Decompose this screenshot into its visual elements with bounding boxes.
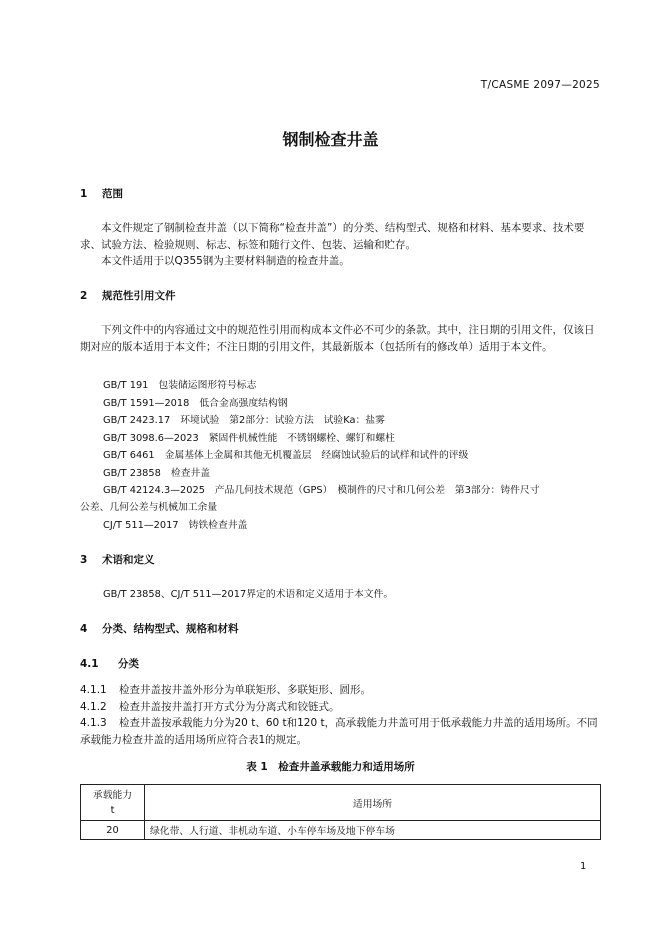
reference-item [103, 517, 247, 531]
reference-code: GB/T 1591—2018 [103, 398, 190, 409]
section-2-heading [80, 288, 176, 303]
section-2-title: 规范性引用文件 [102, 290, 176, 302]
subsection-4-1-heading [80, 656, 139, 671]
clause-number: 4.1.1 [80, 684, 107, 696]
clause-number: 4.1.3 [80, 717, 107, 729]
table-1 [80, 784, 601, 840]
reference-item-long-line-1: GB/T 42124.3—2025 产品几何技术规范（GPS） 模制件的尺寸和几何公差 第3部分：铸件尺寸 [103, 485, 540, 496]
reference-title: 包装储运图形符号标志 [158, 380, 257, 391]
reference-item [103, 447, 468, 461]
document-title: 钢制检查井盖 [282, 130, 379, 149]
reference-title: 铸铁检查井盖 [188, 520, 248, 531]
section-3-heading [80, 552, 155, 567]
reference-title: 环境试验 第2部分：试验方法 试验Ka：盐雾 [180, 415, 385, 426]
section-3-paragraph: GB/T 23858、CJ/T 511—2017界定的术语和定义适用于本文件。 [103, 589, 394, 600]
clause-4-1-1 [80, 682, 371, 697]
reference-code: GB/T 191 [103, 380, 149, 391]
reference-title: 检查井盖 [170, 468, 211, 479]
standard-code: T/CASME 2097—2025 [480, 79, 600, 91]
table-1-caption: 表 1 检查井盖承载能力和适用场所 [246, 761, 415, 773]
section-2-intro: 下列文件中的内容通过文中的规范性引用而构成本文件必不可少的条款。其中，注日期的引用文件，仅该日期对应的版本适用于本文件；不注日期的引用文件，其最新版本（包括所有的修改单）适用于本文件。 [80, 324, 595, 353]
table-cell-load: 20 [81, 821, 145, 840]
section-1-paragraph-2: 本文件适用于以Q355钢为主要材料制造的检查井盖。 [101, 255, 350, 267]
page-number: 1 [580, 861, 587, 872]
reference-title: 紧固件机械性能 不锈钢螺栓、螺钉和螺柱 [208, 433, 395, 444]
reference-item [103, 377, 256, 391]
clause-number: 4.1.2 [80, 701, 107, 713]
reference-title: 金属基体上金属和其他无机覆盖层 经腐蚀试验后的试样和试件的评级 [164, 450, 469, 461]
clause-text: 检查井盖按井盖打开方式分为分离式和铰链式。 [119, 701, 340, 713]
table-header-row [81, 785, 601, 821]
reference-code: GB/T 6461 [103, 450, 155, 461]
section-3-number: 3 [80, 554, 88, 566]
section-4-heading [80, 621, 239, 636]
table-header-load-capacity [81, 785, 145, 821]
reference-item [103, 395, 288, 409]
subsection-4-1-number: 4.1 [80, 658, 99, 670]
clause-text: 检查井盖按承载能力分为20 t、60 t和120 t，高承载能力井盖可用于低承载能力井盖的适用场所。不同承载能力检查井盖的适用场所应符合表1的规定。 [80, 717, 598, 746]
clause-text: 检查井盖按井盖外形分为单联矩形、多联矩形、圆形。 [119, 684, 371, 696]
section-4-title: 分类、结构型式、规格和材料 [102, 623, 239, 635]
section-3-title: 术语和定义 [102, 554, 155, 566]
header-load-line-1: 承载能力 [92, 789, 133, 801]
table-cell-place: 绿化带、人行道、非机动车道、小车停车场及地下停车场 [145, 821, 601, 840]
section-1-title: 范围 [102, 188, 123, 200]
section-1-paragraph-1: 本文件规定了钢制检查井盖（以下简称“检查井盖”）的分类、结构型式、规格和材料、基本要求、技术要求、试验方法、检验规则、标志、标签和随行文件、包装、运输和贮存。 [80, 222, 585, 251]
reference-item [103, 412, 385, 426]
reference-code: GB/T 2423.17 [103, 415, 171, 426]
reference-code: GB/T 3098.6—2023 [103, 433, 199, 444]
section-2-number: 2 [80, 290, 88, 302]
table-row [81, 821, 601, 840]
reference-title: 低合金高强度结构钢 [199, 398, 288, 409]
subsection-4-1-title: 分类 [118, 658, 139, 670]
clause-4-1-3 [80, 715, 600, 748]
section-1-heading [80, 186, 123, 201]
clause-4-1-2 [80, 699, 340, 714]
header-load-unit: t [110, 804, 115, 816]
section-4-number: 4 [80, 623, 88, 635]
reference-item-long-line-2: 公差、几何公差与机械加工余量 [80, 502, 218, 513]
reference-code: GB/T 23858 [103, 468, 161, 479]
reference-item [103, 465, 210, 479]
reference-item [103, 430, 395, 444]
section-1-number: 1 [80, 188, 88, 200]
reference-code: CJ/T 511—2017 [103, 520, 179, 531]
table-header-applicable-place: 适用场所 [145, 785, 601, 821]
